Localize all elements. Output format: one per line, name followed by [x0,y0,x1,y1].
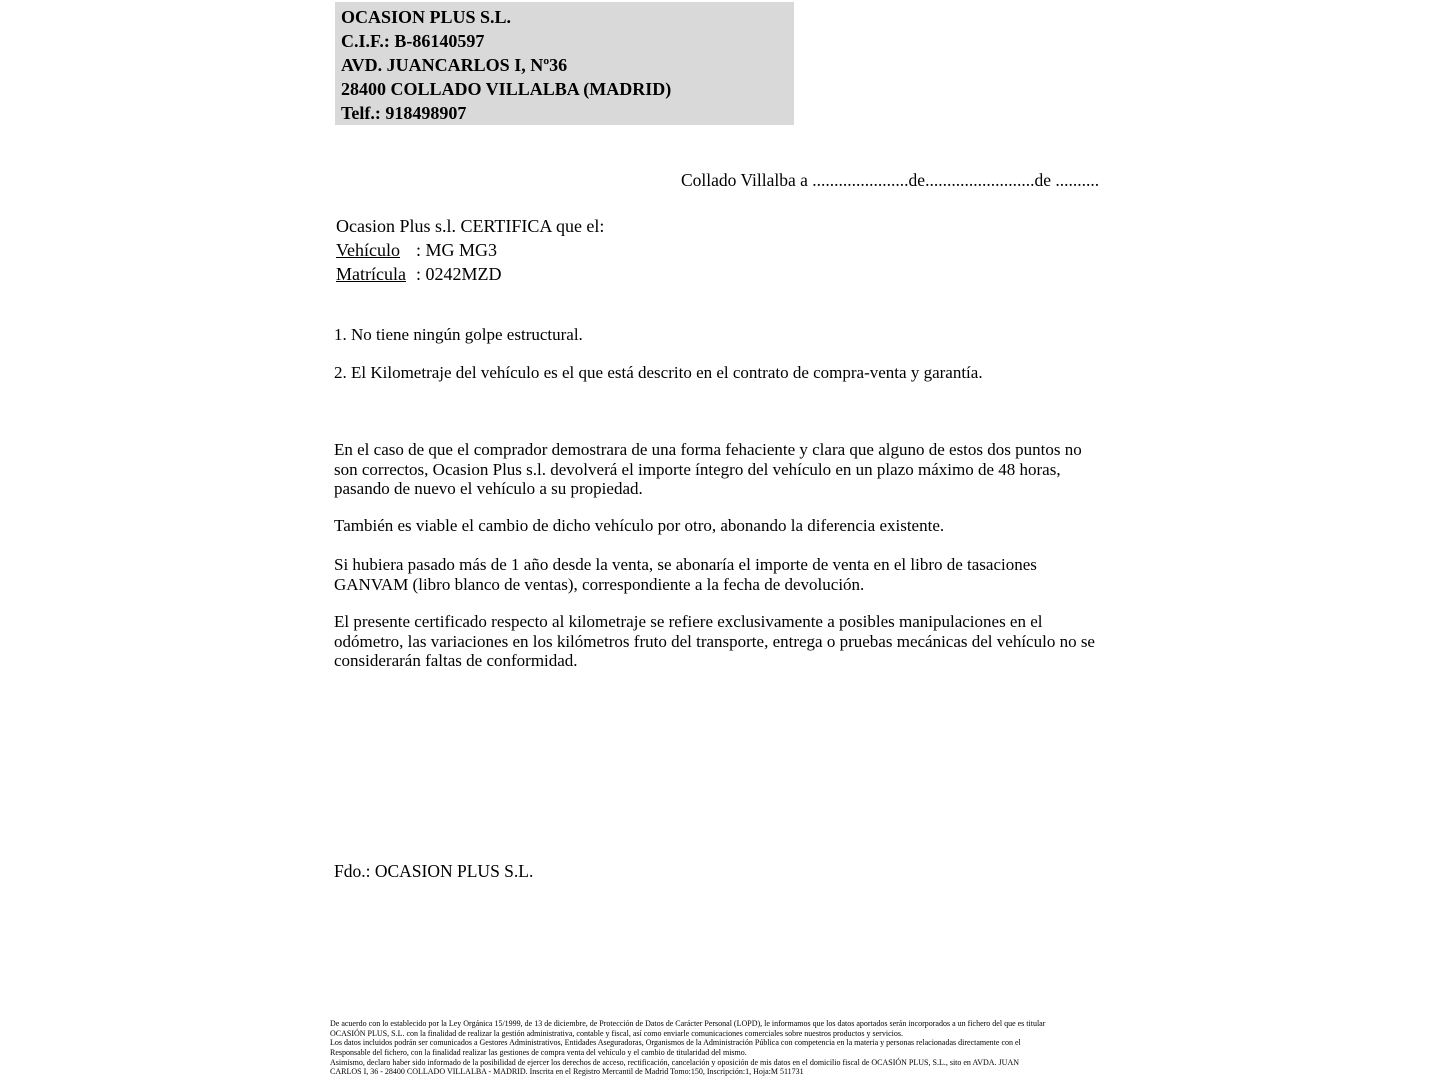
vehicle-separator: : [416,240,426,260]
legal-line-3: Los datos incluidos podrán ser comunicados a Gestores Administrativos, Entidades Aseguradoras, Organismos de la Administración Pública con competencia en la materia y personas relacionadas directamente con el [330,1038,1021,1048]
legal-notice [330,1019,1045,1077]
certification-block [336,214,604,286]
paragraph-odometer: El presente certificado respecto al kilometraje se refiere exclusivamente a posibles manipulaciones en el odómetro, las variaciones en los kilómetros fruto del transporte, entrega o pruebas mecánicas del vehículo no se considerarán faltas de conformidad. [334,612,1095,670]
vehicle-value: MG MG3 [425,240,498,260]
certifies-line: Ocasion Plus s.l. CERTIFICA que el: [336,216,605,236]
point-structural: 1. No tiene ningún golpe estructural. [334,325,583,344]
vehicle-label: Vehículo [336,240,400,260]
paragraph-exchange: También es viable el cambio de dicho vehículo por otro, abonando la diferencia existente. [334,516,945,535]
date-line: Collado Villalba a ......................de.........................de .......... [681,170,1100,190]
legal-line-4: Responsable del fichero, con la finalidad realizar las gestiones de compra venta del vehículo y el cambio de titularidad del mismo. [330,1047,747,1057]
legal-line-5: Asimismo, declaro haber sido informado de la posibilidad de ejercer los derechos de acceso, rectificación, cancelación y oposición de mis datos en el domicilio fiscal de OCASIÓN PLUS, S.L., sito en AVDA. JUAN [330,1057,1020,1067]
signature-line: Fdo.: OCASION PLUS S.L. [334,861,534,881]
legal-line-6: CARLOS I, 36 - 28400 COLLADO VILLALBA - MADRID. Inscrita en el Registro Mercantil de Madrid Tomo:150, Inscripción:1, Hoja:M 511731 [330,1067,804,1077]
company-city: 28400 COLLADO VILLALBA (MADRID) [341,79,672,99]
legal-line-2: OCASIÓN PLUS, S.L. con la finalidad de realizar la gestión administrativa, contable y fiscal, así como enviarle comunicaciones comerciales sobre nuestros productos y servicios. [330,1028,903,1038]
company-cif: C.I.F.: B-86140597 [341,31,485,51]
plate-separator: : [416,264,426,284]
company-address: AVD. JUANCARLOS I, Nº36 [341,55,568,75]
plate-label: Matrícula [336,264,406,284]
point-mileage: 2. El Kilometraje del vehículo es el que está descrito en el contrato de compra-venta y garantía. [334,363,983,382]
company-phone: Telf.: 918498907 [341,103,467,123]
company-name: OCASION PLUS S.L. [341,7,512,27]
legal-line-1: De acuerdo con lo establecido por la Ley Orgánica 15/1999, de 13 de diciembre, de Protección de Datos de Carácter Personal (LOPD), le informamos que los datos aportados serán incorporados a un fichero del que es titular [330,1019,1046,1028]
paragraph-refund: En el caso de que el comprador demostrara de una forma fehaciente y clara que alguno de estos dos puntos no son correctos, Ocasion Plus s.l. devolverá el importe íntegro del vehículo en un plazo máximo de 48 horas, pasando de nuevo el vehículo a su propiedad. [334,440,1082,498]
company-header-box [335,2,794,125]
plate-value: 0242MZD [425,264,502,284]
plate-row [336,262,604,286]
paragraph-ganvam: Si hubiera pasado más de 1 año desde la venta, se abonaría el importe de venta en el libro de tasaciones GANVAM (libro blanco de ventas), correspondiente a la fecha de devolución. [334,555,1037,594]
vehicle-row [336,238,604,262]
